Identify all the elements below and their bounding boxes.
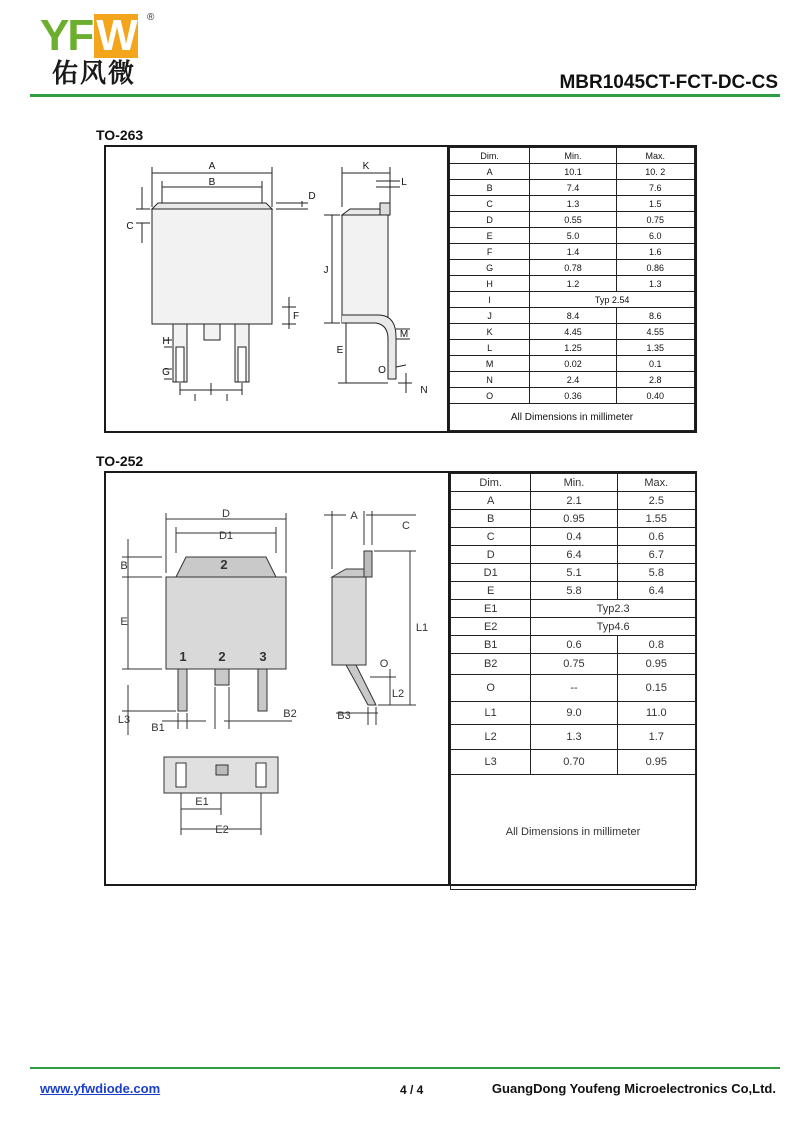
- dim-cell: A: [450, 164, 530, 180]
- table-row: [451, 600, 696, 618]
- max-cell: 6.4: [617, 582, 695, 600]
- min-cell: 0.78: [530, 260, 616, 276]
- column-header: Min.: [531, 474, 617, 492]
- table-row: [451, 702, 696, 725]
- dim-cell: L2: [451, 725, 531, 750]
- table-row: [450, 260, 695, 276]
- to263-title: TO-263: [96, 127, 144, 143]
- table-note-row: [451, 775, 696, 890]
- min-cell: 1.4: [530, 244, 616, 260]
- dim-cell: D: [450, 212, 530, 228]
- min-cell: 6.4: [531, 546, 617, 564]
- min-cell: 0.70: [531, 750, 617, 775]
- to252-units-note: All Dimensions in millimeter: [451, 775, 696, 890]
- table-row: [451, 546, 696, 564]
- max-cell: 5.8: [617, 564, 695, 582]
- to263-drawing-label: J: [323, 265, 329, 276]
- company-logo: YFW: [40, 11, 136, 60]
- min-cell: 0.02: [530, 356, 616, 372]
- to263-drawing-label: A: [208, 161, 216, 172]
- dim-cell: H: [450, 276, 530, 292]
- to252-drawing: [106, 473, 446, 884]
- max-cell: 10. 2: [616, 164, 694, 180]
- to252-drawing-label: B3: [337, 710, 351, 722]
- min-cell: 1.3: [531, 725, 617, 750]
- to263-drawing: [106, 147, 446, 431]
- dim-cell: L1: [451, 702, 531, 725]
- min-cell: 8.4: [530, 308, 616, 324]
- min-cell: 1.3: [530, 196, 616, 212]
- to263-drawing-label: E: [336, 345, 344, 356]
- header-divider: [30, 94, 780, 97]
- to252-drawing-label: L1: [415, 622, 429, 634]
- dim-cell: B2: [451, 654, 531, 675]
- column-header: Dim.: [451, 474, 531, 492]
- max-cell: 1.7: [617, 725, 695, 750]
- min-cell: 5.8: [531, 582, 617, 600]
- min-cell: 0.75: [531, 654, 617, 675]
- to263-dimension-table: [449, 147, 695, 431]
- dim-cell: B: [450, 180, 530, 196]
- min-cell: 0.36: [530, 388, 616, 404]
- to263-drawing-label: H: [162, 336, 170, 347]
- to263-units-note: All Dimensions in millimeter: [450, 404, 695, 431]
- table-row: [451, 528, 696, 546]
- column-header: Max.: [617, 474, 695, 492]
- min-cell: 9.0: [531, 702, 617, 725]
- min-cell: 2.1: [531, 492, 617, 510]
- dim-cell: N: [450, 372, 530, 388]
- table-row: [451, 510, 696, 528]
- dim-cell: L3: [451, 750, 531, 775]
- dim-cell: E: [451, 582, 531, 600]
- company-name: GuangDong Youfeng Microelectronics Co,Ltd.: [491, 1081, 776, 1096]
- min-cell: 0.4: [531, 528, 617, 546]
- to252-drawing-label: E2: [215, 824, 229, 836]
- table-row: [451, 582, 696, 600]
- company-logo-chinese: 佑风微: [52, 59, 137, 89]
- dim-cell: L: [450, 340, 530, 356]
- part-number-title: MBR1045CT-FCT-DC-CS: [559, 72, 778, 93]
- table-row: [450, 244, 695, 260]
- website-link[interactable]: www.yfwdiode.com: [40, 1081, 161, 1096]
- to252-drawing-label: L2: [391, 688, 405, 700]
- table-row: [450, 356, 695, 372]
- dim-cell: B1: [451, 636, 531, 654]
- table-row: [450, 308, 695, 324]
- typ-cell: Typ 2.54: [530, 292, 695, 308]
- min-cell: 0.55: [530, 212, 616, 228]
- min-cell: 1.2: [530, 276, 616, 292]
- table-row: [450, 372, 695, 388]
- to263-drawing-label: N: [420, 385, 428, 396]
- max-cell: 0.86: [616, 260, 694, 276]
- max-cell: 6.7: [617, 546, 695, 564]
- table-row: [451, 564, 696, 582]
- registered-mark: ®: [147, 12, 155, 23]
- column-header: Dim.: [450, 148, 530, 164]
- dim-cell: C: [451, 528, 531, 546]
- table-row: [451, 750, 696, 775]
- to263-drawing-label: C: [126, 221, 134, 232]
- dim-cell: I: [450, 292, 530, 308]
- table-row: [450, 388, 695, 404]
- max-cell: 2.5: [617, 492, 695, 510]
- to252-drawing-label: B2: [283, 708, 297, 720]
- max-cell: 0.40: [616, 388, 694, 404]
- typ-cell: Typ4.6: [531, 618, 696, 636]
- to252-drawing-label: D: [222, 508, 230, 520]
- to252-drawing-label: 2: [218, 649, 226, 664]
- max-cell: 0.1: [616, 356, 694, 372]
- table-row: [451, 675, 696, 702]
- table-row: [450, 196, 695, 212]
- max-cell: 1.3: [616, 276, 694, 292]
- to252-drawing-label: E1: [195, 796, 209, 808]
- table-row: [451, 618, 696, 636]
- dim-cell: C: [450, 196, 530, 212]
- max-cell: 0.15: [617, 675, 695, 702]
- table-header-row: [451, 474, 696, 492]
- to263-drawing-label: L: [401, 177, 407, 188]
- table-row: [451, 725, 696, 750]
- dim-cell: E: [450, 228, 530, 244]
- min-cell: 0.95: [531, 510, 617, 528]
- dim-cell: E1: [451, 600, 531, 618]
- table-row: [451, 636, 696, 654]
- dim-cell: F: [450, 244, 530, 260]
- table-row: [450, 324, 695, 340]
- table-row: [451, 654, 696, 675]
- to252-drawing-label: 3: [259, 649, 267, 664]
- to252-drawing-label: 2: [220, 557, 228, 572]
- to263-drawing-label: K: [362, 161, 370, 172]
- dim-cell: O: [450, 388, 530, 404]
- to263-drawing-label: I: [193, 393, 197, 404]
- dim-cell: D1: [451, 564, 531, 582]
- table-row: [450, 164, 695, 180]
- footer-divider: [30, 1067, 780, 1069]
- dim-cell: K: [450, 324, 530, 340]
- table-note-row: [450, 404, 695, 431]
- max-cell: 0.8: [617, 636, 695, 654]
- to263-drawing-label: I: [225, 393, 229, 404]
- min-cell: 7.4: [530, 180, 616, 196]
- to263-drawing-label: B: [208, 177, 216, 188]
- min-cell: --: [531, 675, 617, 702]
- min-cell: 0.6: [531, 636, 617, 654]
- table-row: [450, 180, 695, 196]
- min-cell: 1.25: [530, 340, 616, 356]
- to252-drawing-label: L3: [117, 714, 131, 726]
- typ-cell: Typ2.3: [531, 600, 696, 618]
- max-cell: 7.6: [616, 180, 694, 196]
- to252-title: TO-252: [96, 453, 144, 469]
- dim-cell: M: [450, 356, 530, 372]
- to263-drawing-label: G: [162, 367, 170, 378]
- max-cell: 1.55: [617, 510, 695, 528]
- dim-cell: E2: [451, 618, 531, 636]
- max-cell: 1.35: [616, 340, 694, 356]
- max-cell: 1.5: [616, 196, 694, 212]
- max-cell: 2.8: [616, 372, 694, 388]
- to252-drawing-label: A: [350, 510, 358, 522]
- to252-drawing-label: O: [379, 658, 389, 670]
- dim-cell: D: [451, 546, 531, 564]
- table-row: [450, 340, 695, 356]
- to252-drawing-label: C: [402, 520, 410, 532]
- to252-dimension-table: [450, 473, 696, 890]
- page-number: 4 / 4: [400, 1083, 424, 1097]
- to252-drawing-label: B1: [151, 722, 165, 734]
- max-cell: 0.95: [617, 750, 695, 775]
- to252-drawing-label: 1: [179, 649, 187, 664]
- max-cell: 0.6: [617, 528, 695, 546]
- min-cell: 5.0: [530, 228, 616, 244]
- max-cell: 1.6: [616, 244, 694, 260]
- max-cell: 0.75: [616, 212, 694, 228]
- table-row: [450, 292, 695, 308]
- to263-drawing-label: M: [399, 329, 409, 340]
- to252-drawing-label: B: [120, 560, 128, 572]
- table-row: [450, 212, 695, 228]
- max-cell: 11.0: [617, 702, 695, 725]
- table-header-row: [450, 148, 695, 164]
- column-header: Min.: [530, 148, 616, 164]
- min-cell: 10.1: [530, 164, 616, 180]
- max-cell: 8.6: [616, 308, 694, 324]
- to252-drawing-label: E: [120, 616, 128, 628]
- to263-drawing-label: O: [378, 365, 386, 376]
- dim-cell: A: [451, 492, 531, 510]
- table-row: [451, 492, 696, 510]
- min-cell: 4.45: [530, 324, 616, 340]
- to263-drawing-label: D: [308, 191, 316, 202]
- max-cell: 0.95: [617, 654, 695, 675]
- dim-cell: O: [451, 675, 531, 702]
- column-header: Max.: [616, 148, 694, 164]
- min-cell: 2.4: [530, 372, 616, 388]
- dim-cell: J: [450, 308, 530, 324]
- dim-cell: B: [451, 510, 531, 528]
- min-cell: 5.1: [531, 564, 617, 582]
- max-cell: 6.0: [616, 228, 694, 244]
- to263-drawing-label: F: [292, 311, 300, 322]
- table-row: [450, 228, 695, 244]
- dim-cell: G: [450, 260, 530, 276]
- max-cell: 4.55: [616, 324, 694, 340]
- to252-drawing-label: D1: [218, 530, 234, 542]
- table-row: [450, 276, 695, 292]
